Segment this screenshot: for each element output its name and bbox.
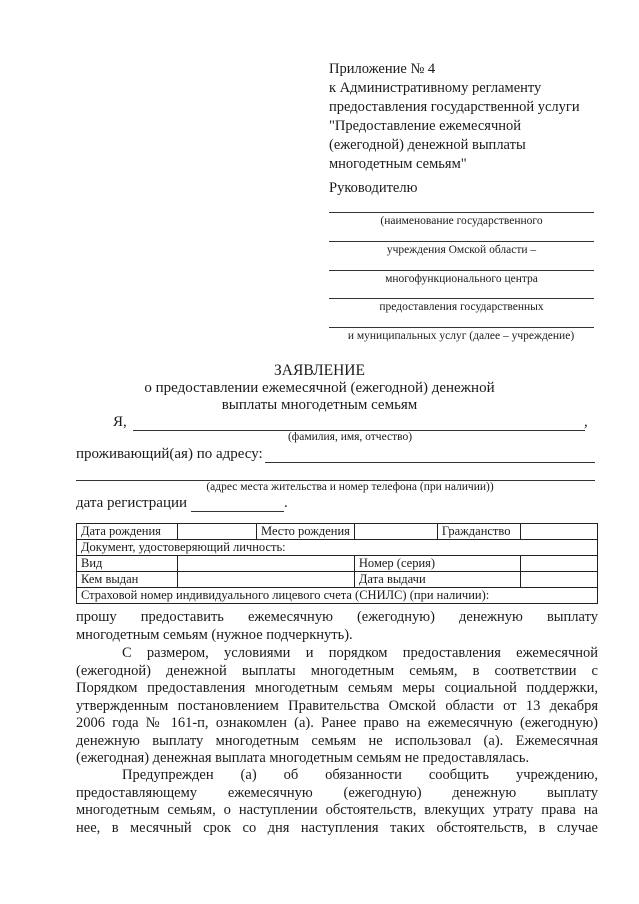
snils-label: Страховой номер индивидуального лицевого счета (СНИЛС) (при наличии): [77,588,598,604]
citizenship-label: Гражданство [437,524,520,540]
table-row [77,556,598,572]
appendix-line: предоставления государственной услуги [329,99,580,115]
address-caption: (адрес места жительства и номер телефона (при наличии)) [206,481,494,493]
issued-by-cell[interactable] [178,572,355,588]
paragraph-line: С размером, условиями и порядком предоставления ежемесячной [122,645,598,661]
issued-by-label: Кем выдан [77,572,178,588]
personal-data-table [76,523,598,604]
registration-date-label: дата регистрации [76,495,188,511]
i-label: Я, [113,414,127,430]
paragraph-line: денежную выплату многодетным семьям не использовал (а). Ежемесячная [76,732,598,749]
paragraph-line: (ежегодная) денежная выплата многодетным семьям не предоставлялась. [76,750,530,766]
paragraph-line: прошу предоставить ежемесячную (ежегодную) денежную выплату [76,609,598,625]
birth-date-cell[interactable] [178,524,257,540]
addressee-fill-line[interactable] [329,212,594,213]
appendix-header [329,60,629,174]
doc-kind-label: Вид [77,556,178,572]
addressee-fill-line[interactable] [329,270,594,271]
address-field[interactable] [265,462,595,463]
doc-number-label: Номер (серия) [354,556,520,572]
addressee-caption: многофункционального центра [385,273,538,285]
addressee-fill-line[interactable] [329,327,594,328]
addressee-fill-line[interactable] [329,298,594,299]
table-row [77,572,598,588]
id-document-label: Документ, удостоверяющий личность: [77,540,598,556]
name-line-end: , [584,414,588,430]
paragraph-line: Порядком предоставления многодетным семьям меры социальной поддержки, [76,680,598,696]
warning-paragraph [76,767,598,837]
address-label: проживающий(ая) по адресу: [76,446,263,462]
addressee-caption: учреждения Омской области – [386,244,537,256]
paragraph-line: предоставляющему ежемесячную (ежегодную) денежную выплату [76,784,598,801]
addressee-caption: и муниципальных услуг (далее – учреждение) [347,330,575,342]
appendix-line: Приложение № 4 [329,61,436,77]
registration-date-end: . [284,495,288,511]
paragraph-line: утвержденным постановлением Правительства Омской области от 13 декабря [76,697,598,714]
table-row [77,524,598,540]
appendix-line: (ежегодной) денежной выплаты [329,137,526,153]
appendix-line: многодетным семьям" [329,156,467,172]
issue-date-label: Дата выдачи [354,572,520,588]
appendix-line: к Административному регламенту [329,80,542,96]
paragraph-line: (ежегодной) денежной выплаты многодетным семьям, в соответствии с [76,662,598,679]
citizenship-cell[interactable] [520,524,597,540]
birth-place-label: Место рождения [257,524,355,540]
paragraph-line: многодетным семьям (нужное подчеркнуть). [76,626,353,643]
document-subtitle: о предоставлении ежемесячной (ежегодной) денежной [144,380,495,396]
acknowledgement-paragraph [76,645,598,768]
addressee-caption: (наименование государственного [380,215,543,227]
addressee-caption: предоставления государственных [379,301,544,313]
table-row [77,540,598,556]
paragraph-line: нее, в месячный срок со дня наступления таких обстоятельств, в случае [76,819,598,836]
paragraph-line: Предупрежден (а) об обязанности сообщить учреждению, [122,767,598,783]
registration-date-field[interactable] [191,511,284,512]
paragraph-line: 2006 года № 161-п, ознакомлен (а). Ранее право на ежемесячную (ежегодную) [76,715,598,731]
document-subtitle: выплаты многодетным семьям [221,397,418,413]
issue-date-cell[interactable] [520,572,597,588]
request-paragraph [76,609,598,644]
name-caption: (фамилия, имя, отчество) [287,431,413,443]
paragraph-line: многодетным семьям, о наступлении обстоятельств, влекущих утрату права на [76,802,598,818]
document-title: ЗАЯВЛЕНИЕ [274,362,365,379]
doc-number-cell[interactable] [520,556,597,572]
birth-place-cell[interactable] [354,524,437,540]
addressee-fill-line[interactable] [329,241,594,242]
table-row [77,588,598,604]
birth-date-label: Дата рождения [77,524,178,540]
addressee-title: Руководителю [329,180,418,196]
appendix-line: "Предоставление ежемесячной [329,118,522,134]
doc-kind-cell[interactable] [178,556,355,572]
